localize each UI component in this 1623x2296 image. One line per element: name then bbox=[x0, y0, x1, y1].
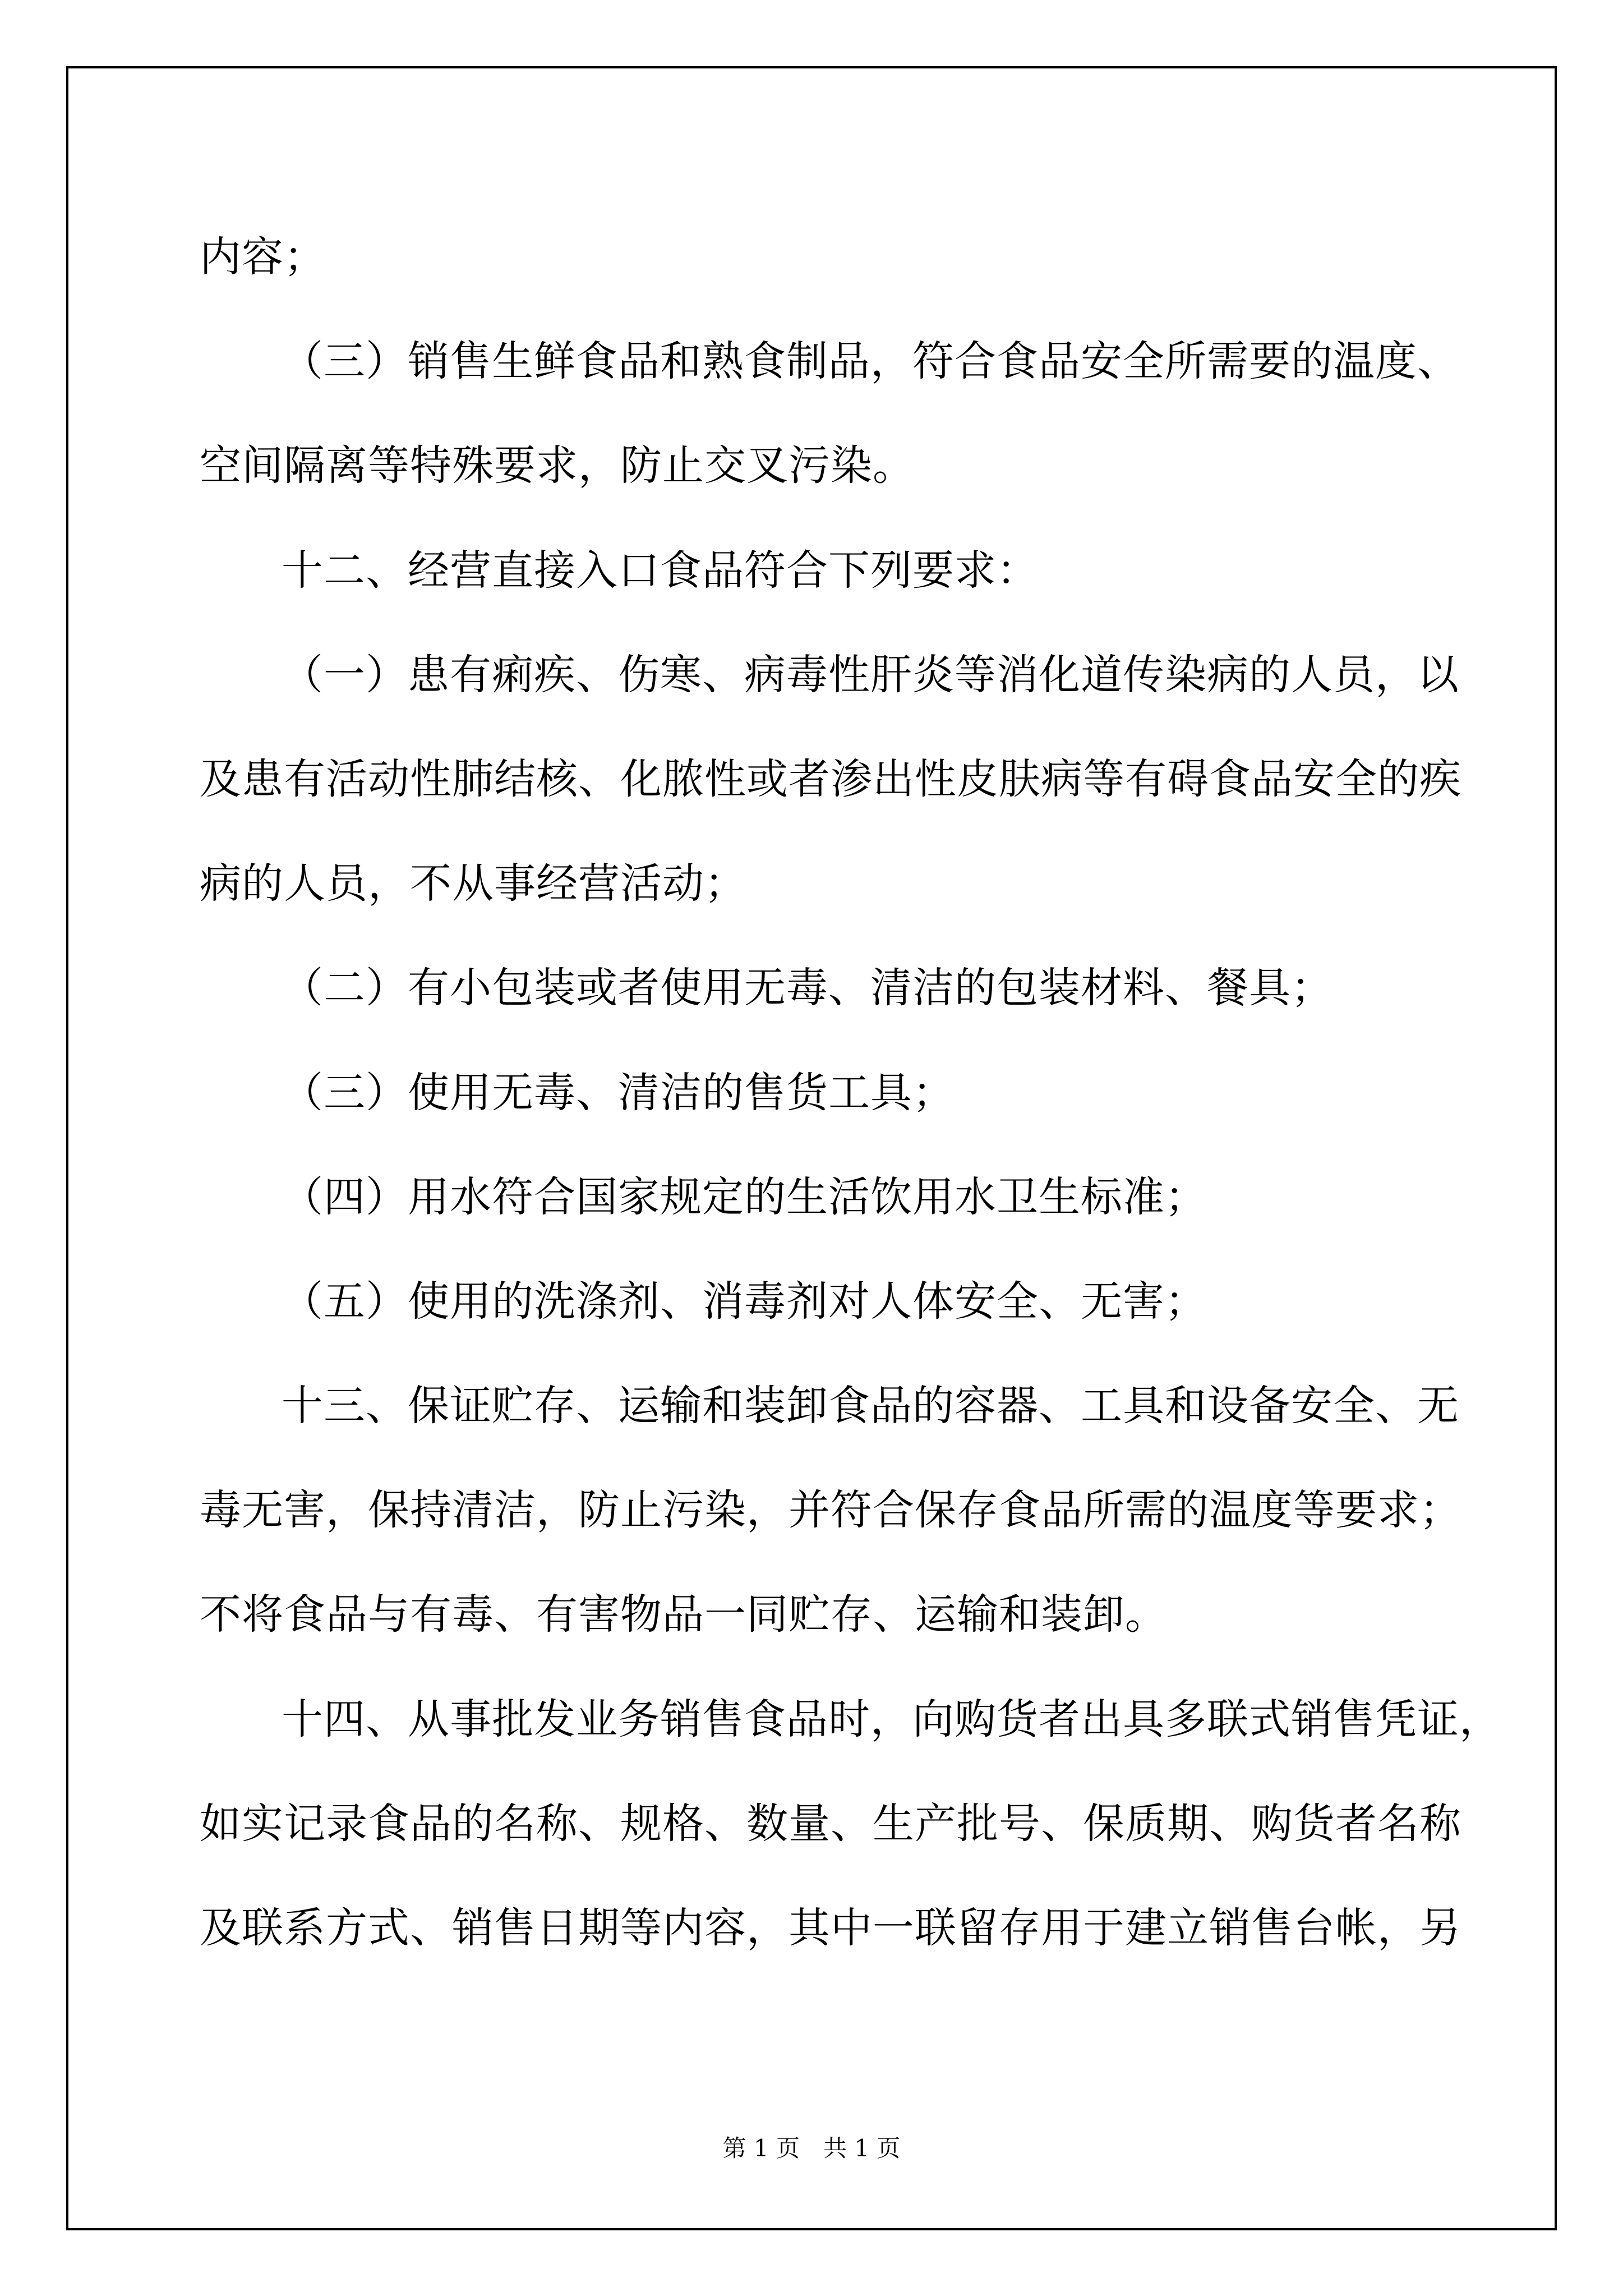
text-line: 不将食品与有毒、有害物品一同贮存、运输和装卸。 bbox=[200, 1590, 1167, 1639]
text-line: 十二、经营直接入口食品符合下列要求： bbox=[282, 546, 1039, 595]
text-line: 十四、从事批发业务销售食品时，向购货者出具多联式销售凭证， bbox=[282, 1695, 1501, 1743]
text-line: 毒无害，保持清洁，防止污染，并符合保存食品所需的温度等要求； bbox=[200, 1486, 1461, 1535]
page-number: 第 1 页 共 1 页 bbox=[722, 2134, 901, 2162]
text-line: 病的人员，不从事经营活动； bbox=[200, 859, 746, 908]
text-line: （五）使用的洗涤剂、消毒剂对人体安全、无害； bbox=[282, 1277, 1207, 1326]
text-line: 及患有活动性肺结核、化脓性或者渗出性皮肤病等有碍食品安全的疾 bbox=[200, 754, 1461, 803]
text-line: 空间隔离等特殊要求，防止交叉污染。 bbox=[200, 441, 915, 490]
text-line: （三）销售生鲜食品和熟食制品，符合食品安全所需要的温度、 bbox=[282, 337, 1459, 386]
text-line: 及联系方式、销售日期等内容，其中一联留存用于建立销售台帐，另 bbox=[200, 1904, 1461, 1952]
text-line: 内容； bbox=[200, 233, 326, 281]
text-line: （一）患有痢疾、伤寒、病毒性肝炎等消化道传染病的人员，以 bbox=[282, 650, 1459, 699]
text-line: （三）使用无毒、清洁的售货工具； bbox=[282, 1068, 955, 1117]
text-line: 十三、保证贮存、运输和装卸食品的容器、工具和设备安全、无 bbox=[282, 1382, 1459, 1430]
text-line: 如实记录食品的名称、规格、数量、生产批号、保质期、购货者名称 bbox=[200, 1799, 1461, 1848]
text-line: （二）有小包装或者使用无毒、清洁的包装材料、餐具； bbox=[282, 964, 1333, 1013]
text-line: （四）用水符合国家规定的生活饮用水卫生标准； bbox=[282, 1172, 1207, 1221]
document-body bbox=[200, 205, 1501, 1980]
